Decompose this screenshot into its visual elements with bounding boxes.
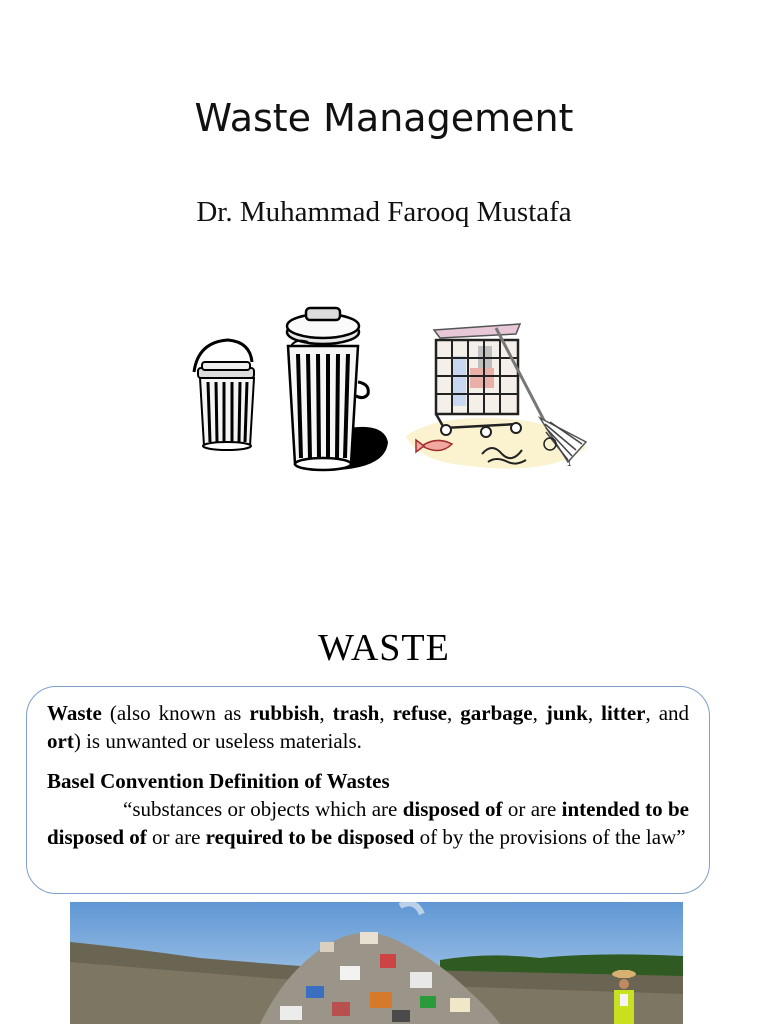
term-refuse: refuse [392, 701, 448, 725]
author-name: Dr. Muhammad Farooq Mustafa [196, 196, 572, 228]
term-trash: trash [332, 701, 380, 725]
presentation-title: Waste Management [194, 96, 574, 140]
slide-number: 1 [567, 459, 572, 468]
text-segment: , [319, 701, 333, 725]
text-segment: (also known as [101, 701, 250, 725]
term-litter: litter [601, 701, 646, 725]
text-segment: “substances or objects which are [123, 797, 403, 821]
text-segment: or are [146, 825, 206, 849]
term-rubbish: rubbish [249, 701, 320, 725]
bold-phrase: disposed of [402, 797, 503, 821]
bold-phrase: required to be disposed [205, 825, 415, 849]
text-segment: ) is unwanted or useless materials. [73, 729, 362, 753]
term-garbage: garbage [460, 701, 533, 725]
waste-definition [47, 699, 689, 755]
basel-heading: Basel Convention Definition of Wastes [47, 769, 390, 793]
definition-box [26, 686, 710, 894]
slide-title: WASTE [318, 627, 450, 669]
text-segment: , and [645, 701, 690, 725]
text-segment: , [532, 701, 546, 725]
bold-phrase: intended to be disposed of [47, 797, 689, 849]
term-ort: ort [47, 729, 74, 753]
term-junk: junk [545, 701, 588, 725]
trash-cans-illustration [188, 302, 398, 480]
text-segment: or are [502, 797, 562, 821]
waste-slide [0, 576, 768, 1024]
shopping-cart-broom-illustration [400, 316, 590, 478]
text-segment: , [587, 701, 602, 725]
text-segment: , [379, 701, 393, 725]
text-segment: , [447, 701, 461, 725]
text-segment: of by the provisions of the law” [414, 825, 686, 849]
term-waste: Waste [47, 701, 102, 725]
basel-quote [47, 795, 689, 851]
landfill-photo [70, 902, 683, 1024]
